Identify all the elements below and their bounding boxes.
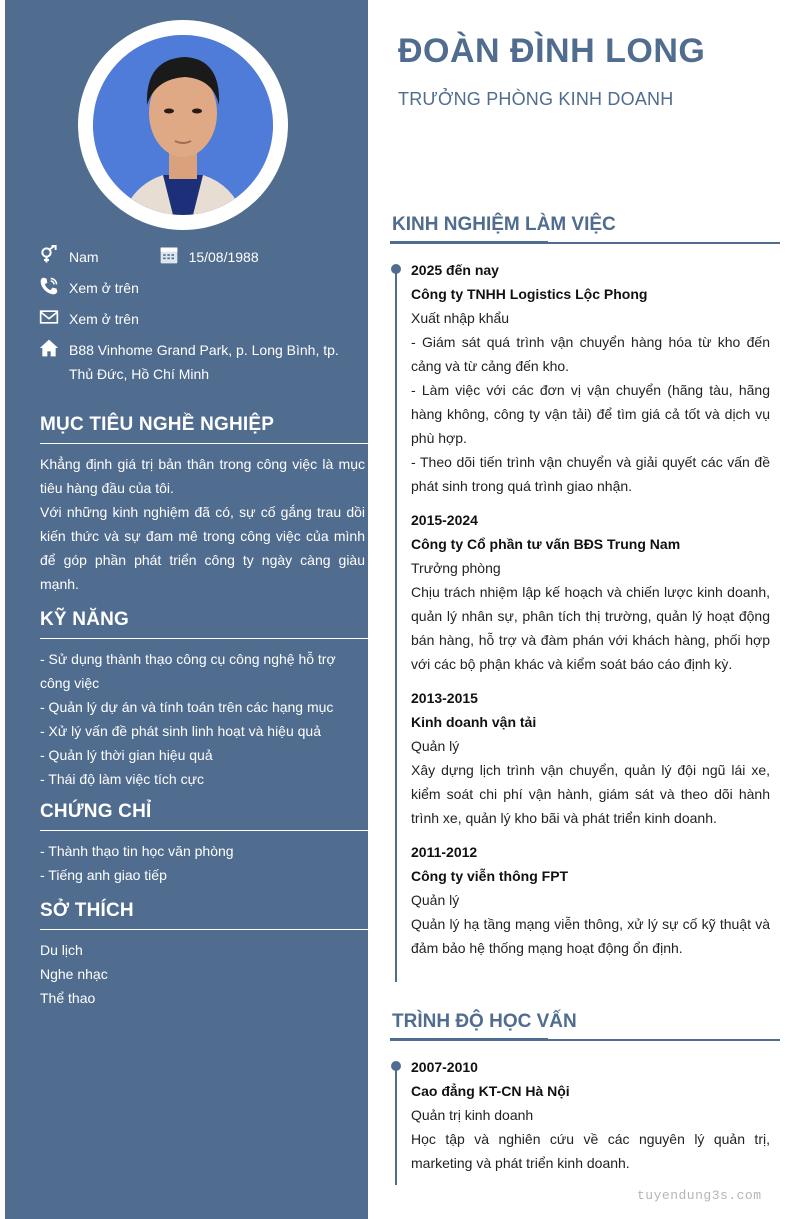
address-value: B88 Vinhome Grand Park, p. Long Bình, tp. Thủ Đức, Hồ Chí Minh <box>69 342 339 382</box>
gender-value: Nam <box>69 249 99 265</box>
objective-line: Khẳng định giá trị bản thân trong công việc là mục tiêu hàng đầu của tôi. <box>40 456 365 496</box>
certificate-item: - Tiếng anh giao tiếp <box>40 867 167 883</box>
phone-icon <box>39 276 69 298</box>
education-section <box>390 1011 780 1185</box>
education-timeline <box>390 1055 780 1175</box>
experience-entry <box>411 508 770 676</box>
entry-major: Quản trị kinh doanh <box>411 1107 534 1123</box>
avatar <box>93 35 273 215</box>
skill-item: - Xử lý vấn đề phát sinh linh hoạt và hiệu quả <box>40 723 321 739</box>
entry-role: Xuất nhập khẩu <box>411 310 510 326</box>
candidate-name: ĐOÀN ĐÌNH LONG <box>398 32 706 70</box>
education-title: TRÌNH ĐỘ HỌC VẤN <box>392 1011 577 1032</box>
objective-section <box>40 414 368 596</box>
hobby-item: Thể thao <box>40 990 96 1006</box>
skills-section <box>40 609 368 791</box>
candidate-title: TRƯỞNG PHÒNG KINH DOANH <box>398 89 674 109</box>
gender-field <box>39 245 99 269</box>
skill-item: - Thái độ làm việc tích cực <box>40 771 204 787</box>
entry-company: Công ty viễn thông FPT <box>411 868 569 884</box>
entry-company: Công ty Cổ phần tư vấn BĐS Trung Nam <box>411 536 681 552</box>
watermark: tuyendung3s.com <box>637 1188 762 1203</box>
timeline-line <box>395 1065 397 1185</box>
phone-field <box>39 276 359 307</box>
objective-line: Với những kinh nghiệm đã có, sự cố gắng trau dồi kiến thức và sự đam mê trong công việc của mình để góp phần phát triển công ty ngày càng giàu mạnh. <box>40 504 365 592</box>
hobbies-title: SỞ THÍCH <box>40 900 368 930</box>
section-divider <box>390 242 780 244</box>
hobby-item: Du lịch <box>40 942 83 958</box>
skills-list <box>40 647 368 791</box>
dob-field <box>159 245 259 269</box>
entry-company: Công ty TNHH Logistics Lộc Phong <box>411 286 648 302</box>
entry-desc: Học tập và nghiên cứu về các nguyên lý quản trị, marketing và phát triển kinh doanh. <box>411 1131 770 1171</box>
email-field <box>39 307 359 338</box>
personal-info <box>39 245 359 386</box>
entry-period: 2015-2024 <box>411 512 478 528</box>
certificates-section <box>40 801 368 887</box>
experience-section <box>390 214 780 970</box>
entry-desc: Quản lý hạ tầng mạng viễn thông, xử lý sự cố kỹ thuật và đảm bảo hệ thống mạng hoạt động ổn định. <box>411 916 770 956</box>
hobby-item: Nghe nhạc <box>40 966 108 982</box>
certificates-list <box>40 839 368 887</box>
entry-desc: - Theo dõi tiến trình vận chuyển và giải quyết các vấn đề phát sinh trong quá trình giao nhận. <box>411 454 770 494</box>
sidebar <box>5 0 368 1219</box>
phone-value: Xem ở trên <box>69 280 139 296</box>
experience-timeline <box>390 258 780 960</box>
entry-desc: Xây dựng lịch trình vận chuyển, quản lý đội ngũ lái xe, kiểm soát chi phí vận hành, giám sát và theo dõi hành trình xe, quản lý kho bãi và phát triển kinh doanh. <box>411 762 770 826</box>
entry-role: Quản lý <box>411 738 460 754</box>
profile-photo <box>93 35 273 215</box>
avatar-frame <box>78 20 288 230</box>
entry-school: Cao đẳng KT-CN Hà Nội <box>411 1083 570 1099</box>
calendar-icon <box>159 245 189 267</box>
entry-desc: - Làm việc với các đơn vị vận chuyển (hãng tàu, hãng hàng không, công ty vận tải) để tìm giá cả tốt và dịch vụ phù hợp. <box>411 382 770 446</box>
objective-text <box>40 452 368 596</box>
hobbies-list <box>40 938 368 1010</box>
entry-period: 2025 đến nay <box>411 262 499 278</box>
entry-role: Quản lý <box>411 892 460 908</box>
entry-period: 2011-2012 <box>411 844 478 860</box>
objective-title: MỤC TIÊU NGHỀ NGHIỆP <box>40 414 368 444</box>
education-entry <box>411 1055 770 1175</box>
timeline-line <box>395 268 397 982</box>
skill-item: - Quản lý thời gian hiệu quả <box>40 747 213 763</box>
experience-entry <box>411 686 770 830</box>
email-value: Xem ở trên <box>69 311 139 327</box>
gender-icon <box>39 245 69 267</box>
entry-period: 2007-2010 <box>411 1059 478 1075</box>
entry-company: Kinh doanh vận tải <box>411 714 537 730</box>
section-divider <box>390 1039 780 1041</box>
skill-item: - Quản lý dự án và tính toán trên các hạng mục <box>40 699 334 715</box>
entry-role: Trưởng phòng <box>411 560 501 576</box>
address-field <box>39 338 359 386</box>
certificates-title: CHỨNG CHỈ <box>40 801 368 831</box>
skills-title: KỸ NĂNG <box>40 609 368 639</box>
skill-item: - Sử dụng thành thạo công cụ công nghệ hỗ trợ công việc <box>40 651 336 691</box>
certificate-item: - Thành thạo tin học văn phòng <box>40 843 234 859</box>
experience-entry <box>411 840 770 960</box>
dob-value: 15/08/1988 <box>188 249 259 265</box>
entry-desc: - Giám sát quá trình vận chuyển hàng hóa từ kho đến cảng và từ cảng đến kho. <box>411 334 770 374</box>
envelope-icon <box>39 307 69 329</box>
experience-title: KINH NGHIỆM LÀM VIỆC <box>392 214 616 235</box>
hobbies-section <box>40 900 368 1010</box>
experience-entry <box>411 258 770 498</box>
entry-period: 2013-2015 <box>411 690 478 706</box>
entry-desc: Chịu trách nhiệm lập kế hoạch và chiến lược kinh doanh, quản lý nhân sự, phân tích thị trường, quản lý hoạt động bán hàng, hỗ trợ và đàm phán với khách hàng, phối hợp với các bộ phận khác và kiểm soát báo cáo định kỳ. <box>411 584 770 672</box>
home-icon <box>39 338 69 360</box>
info-row-gender-dob <box>39 245 359 276</box>
